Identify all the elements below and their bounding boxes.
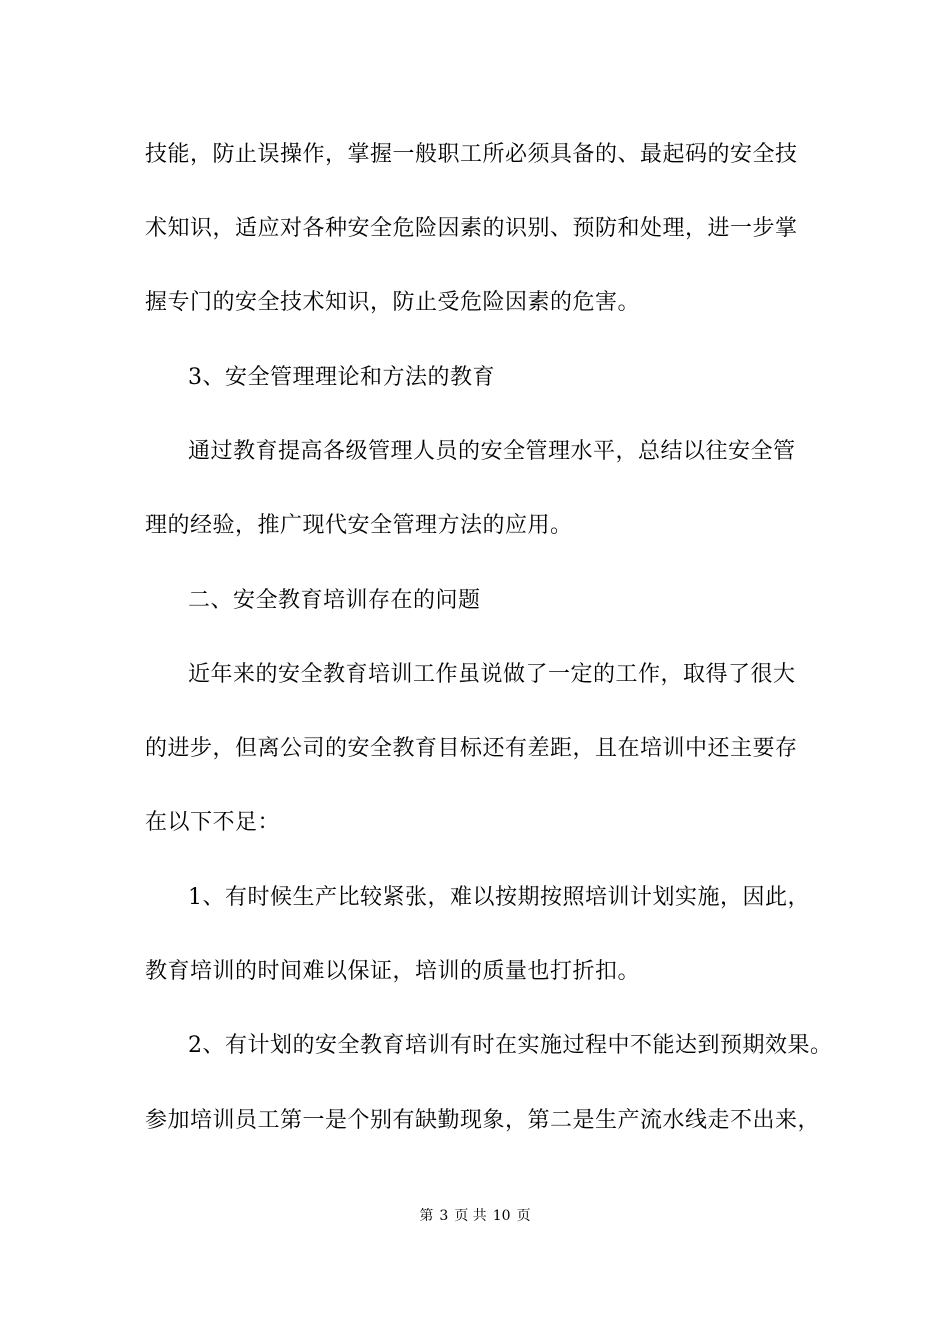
body-line-8: 近年来的安全教育培训工作虽说做了一定的工作，取得了很大 (188, 662, 796, 687)
body-line-2: 术知识，适应对各种安全危险因素的识别、预防和处理，进一步掌 (145, 216, 798, 241)
body-line-10: 在以下不足： (145, 810, 281, 835)
body-line-12: 教育培训的时间难以保证，培训的质量也打折扣。 (145, 959, 641, 984)
body-line-11: 1、有时候生产比较紧张，难以按期按照培训计划实施，因此， (188, 885, 810, 910)
footer-current-page: 3 (439, 1208, 449, 1224)
footer-total-pages: 10 (492, 1208, 511, 1224)
body-line-14: 参加培训员工第一是个别有缺勤现象，第二是生产流水线走不出来， (145, 1108, 821, 1133)
page-footer (0, 1206, 950, 1226)
body-line-9: 的进步，但离公司的安全教育目标还有差距，且在培训中还主要存 (145, 736, 798, 761)
body-line-6: 理的经验，推广现代安全管理方法的应用。 (145, 513, 573, 538)
footer-prefix: 第 (419, 1208, 434, 1224)
section-heading-3: 3、安全管理理论和方法的教育 (188, 365, 495, 390)
body-line-5: 通过教育提高各级管理人员的安全管理水平，总结以往安全管 (188, 439, 796, 464)
body-line-13: 2、有计划的安全教育培训有时在实施过程中不能达到预期效果。 (188, 1033, 833, 1058)
section-heading-problems: 二、安全教育培训存在的问题 (188, 588, 481, 613)
footer-suffix: 页 (516, 1208, 531, 1224)
body-line-1: 技能，防止误操作，掌握一般职工所必须具备的、最起码的安全技 (145, 142, 798, 167)
body-line-3: 握专门的安全技术知识，防止受危险因素的危害。 (145, 290, 641, 315)
footer-middle: 页 共 (454, 1208, 487, 1224)
